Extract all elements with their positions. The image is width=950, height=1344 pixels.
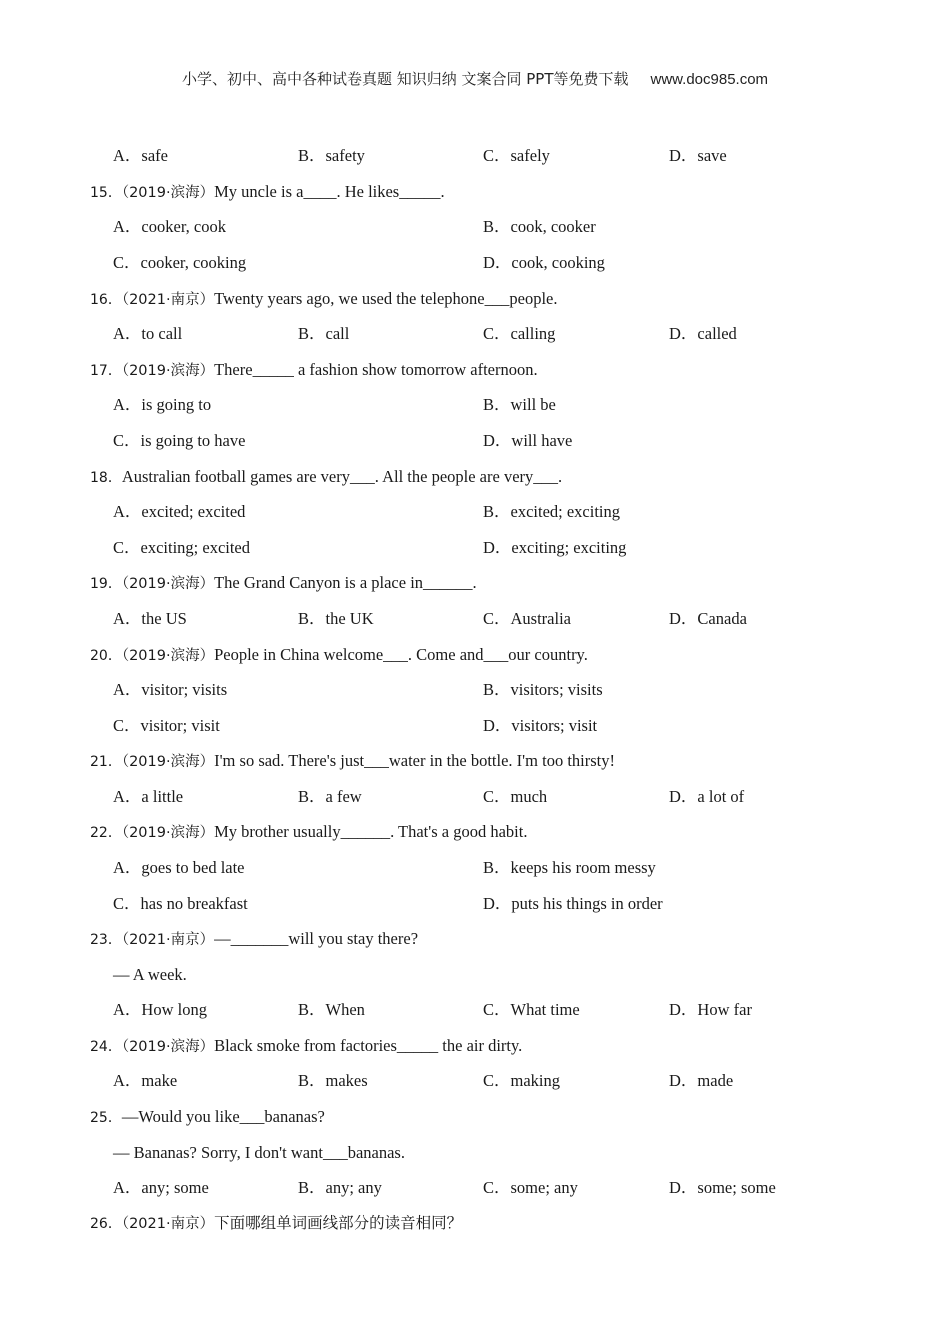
q23-options-row: [0, 998, 950, 1022]
q18-options-row-1: [0, 500, 950, 524]
q26-source: （2021·南京）: [121, 1216, 215, 1232]
q23-text: —_______will you stay there?: [214, 929, 419, 948]
q22-options-row-2: [0, 892, 950, 916]
q23-reply: — A week.: [113, 965, 187, 984]
q25-number: 25．: [90, 1110, 122, 1126]
q25-reply: — Bananas? Sorry, I don't want___bananas.: [113, 1143, 405, 1162]
q25-option-d: D．some; some: [669, 1178, 776, 1197]
q25-option-c: C．some; any: [483, 1178, 578, 1197]
q17-source: （2019·滨海）: [121, 363, 215, 379]
q24-option-a: A．make: [113, 1071, 178, 1090]
q21-number: 21．: [90, 754, 122, 770]
q18-options-row-2: [0, 536, 950, 560]
q16-stem: [0, 287, 950, 311]
header-text: 小学、初中、高中各种试卷真题 知识归纳 文案合同 PPT等免费下载: [181, 70, 629, 88]
q19-stem: [0, 571, 950, 595]
q16-option-b: B．call: [298, 324, 350, 343]
q21-option-c: C．much: [483, 787, 548, 806]
q20-text: People in China welcome___. Come and___our country.: [214, 645, 588, 664]
q21-source: （2019·滨海）: [121, 754, 215, 770]
q18-option-b: B．excited; exciting: [483, 502, 621, 521]
header-url: www.doc985.com: [650, 71, 769, 88]
q17-options-row-1: [0, 393, 950, 417]
q15-text: My uncle is a____. He likes_____.: [214, 182, 445, 201]
q15-option-d: D．cook, cooking: [483, 253, 605, 272]
q25-option-b: B．any; any: [298, 1178, 382, 1197]
q24-number: 24．: [90, 1039, 122, 1055]
q16-text: Twenty years ago, we used the telephone___people.: [214, 289, 558, 308]
q20-option-b: B．visitors; visits: [483, 680, 603, 699]
q14-option-c: C．safely: [483, 146, 550, 165]
q18-option-a: A．excited; excited: [113, 502, 246, 521]
q19-option-c: C．Australia: [483, 609, 571, 628]
q18-text: Australian football games are very___. All the people are very___.: [121, 467, 563, 486]
q23-reply-row: [0, 963, 950, 987]
q23-option-d: D．How far: [669, 1000, 752, 1019]
q15-options-row-2: [0, 251, 950, 275]
q14-option-d: D．save: [669, 146, 727, 165]
q20-option-d: D．visitors; visit: [483, 716, 598, 735]
q15-option-b: B．cook, cooker: [483, 217, 596, 236]
q22-stem: [0, 820, 950, 844]
q24-options-row: [0, 1069, 950, 1093]
q16-option-c: C．calling: [483, 324, 556, 343]
q20-option-a: A．visitor; visits: [113, 680, 228, 699]
q16-option-d: D．called: [669, 324, 737, 343]
q19-options-row: [0, 607, 950, 631]
q22-option-c: C．has no breakfast: [113, 894, 248, 913]
q19-source: （2019·滨海）: [121, 576, 215, 592]
q24-option-b: B．makes: [298, 1071, 368, 1090]
q14-option-b: B．safety: [298, 146, 365, 165]
q18-stem: [0, 465, 950, 489]
q24-text: Black smoke from factories_____ the air dirty.: [214, 1036, 523, 1055]
q16-source: （2021·南京）: [121, 292, 215, 308]
q22-text: My brother usually______. That's a good habit.: [214, 822, 528, 841]
q15-options-row-1: [0, 215, 950, 239]
q24-stem: [0, 1034, 950, 1058]
q22-option-a: A．goes to bed late: [113, 858, 245, 877]
q14-option-a: A．safe: [113, 146, 168, 165]
q20-options-row-1: [0, 678, 950, 702]
q26-number: 26．: [90, 1216, 122, 1232]
q17-text: There_____ a fashion show tomorrow afternoon.: [214, 360, 538, 379]
q22-option-b: B．keeps his room messy: [483, 858, 656, 877]
q20-source: （2019·滨海）: [121, 648, 215, 664]
q17-stem: [0, 358, 950, 382]
q25-reply-row: [0, 1141, 950, 1165]
q25-option-a: A．any; some: [113, 1178, 209, 1197]
q24-source: （2019·滨海）: [121, 1039, 215, 1055]
q23-option-c: C．What time: [483, 1000, 580, 1019]
q22-source: （2019·滨海）: [121, 825, 215, 841]
q17-number: 17．: [90, 363, 122, 379]
q17-option-b: B．will be: [483, 395, 556, 414]
q25-stem: [0, 1105, 950, 1129]
q19-option-b: B．the UK: [298, 609, 374, 628]
q16-options-row: [0, 322, 950, 346]
q20-number: 20．: [90, 648, 122, 664]
q23-stem: [0, 927, 950, 951]
q25-text: —Would you like___bananas?: [121, 1107, 325, 1126]
q16-option-a: A．to call: [113, 324, 183, 343]
q21-text: I'm so sad. There's just___water in the bottle. I'm too thirsty!: [214, 751, 615, 770]
q18-number: 18．: [90, 470, 122, 486]
q21-option-d: D．a lot of: [669, 787, 745, 806]
q26-stem: [0, 1211, 950, 1235]
q17-option-c: C．is going to have: [113, 431, 246, 450]
q19-option-a: A．the US: [113, 609, 187, 628]
q24-option-d: D．made: [669, 1071, 734, 1090]
q19-text: The Grand Canyon is a place in______.: [214, 573, 477, 592]
q23-option-b: B．When: [298, 1000, 365, 1019]
q19-option-d: D．Canada: [669, 609, 747, 628]
q15-stem: [0, 180, 950, 204]
q18-option-c: C．exciting; excited: [113, 538, 251, 557]
q16-number: 16．: [90, 292, 122, 308]
q22-option-d: D．puts his things in order: [483, 894, 663, 913]
q15-option-c: C．cooker, cooking: [113, 253, 247, 272]
q24-option-c: C．making: [483, 1071, 560, 1090]
q23-option-a: A．How long: [113, 1000, 207, 1019]
q25-options-row: [0, 1176, 950, 1200]
q22-number: 22．: [90, 825, 122, 841]
q14-options-row: [0, 144, 950, 168]
q15-number: 15．: [90, 185, 122, 201]
q19-number: 19．: [90, 576, 122, 592]
q17-option-a: A．is going to: [113, 395, 212, 414]
q26-text: 下面哪组单词画线部分的读音相同？: [214, 1214, 463, 1232]
q20-options-row-2: [0, 714, 950, 738]
q21-options-row: [0, 785, 950, 809]
q15-option-a: A．cooker, cook: [113, 217, 226, 236]
q23-source: （2021·南京）: [121, 932, 215, 948]
q21-option-a: A．a little: [113, 787, 184, 806]
q21-stem: [0, 749, 950, 773]
page-header: [0, 68, 950, 89]
q21-option-b: B．a few: [298, 787, 362, 806]
q15-source: （2019·滨海）: [121, 185, 215, 201]
q20-stem: [0, 643, 950, 667]
q23-number: 23．: [90, 932, 122, 948]
q17-options-row-2: [0, 429, 950, 453]
q17-option-d: D．will have: [483, 431, 573, 450]
q20-option-c: C．visitor; visit: [113, 716, 220, 735]
q18-option-d: D．exciting; exciting: [483, 538, 627, 557]
q22-options-row-1: [0, 856, 950, 880]
